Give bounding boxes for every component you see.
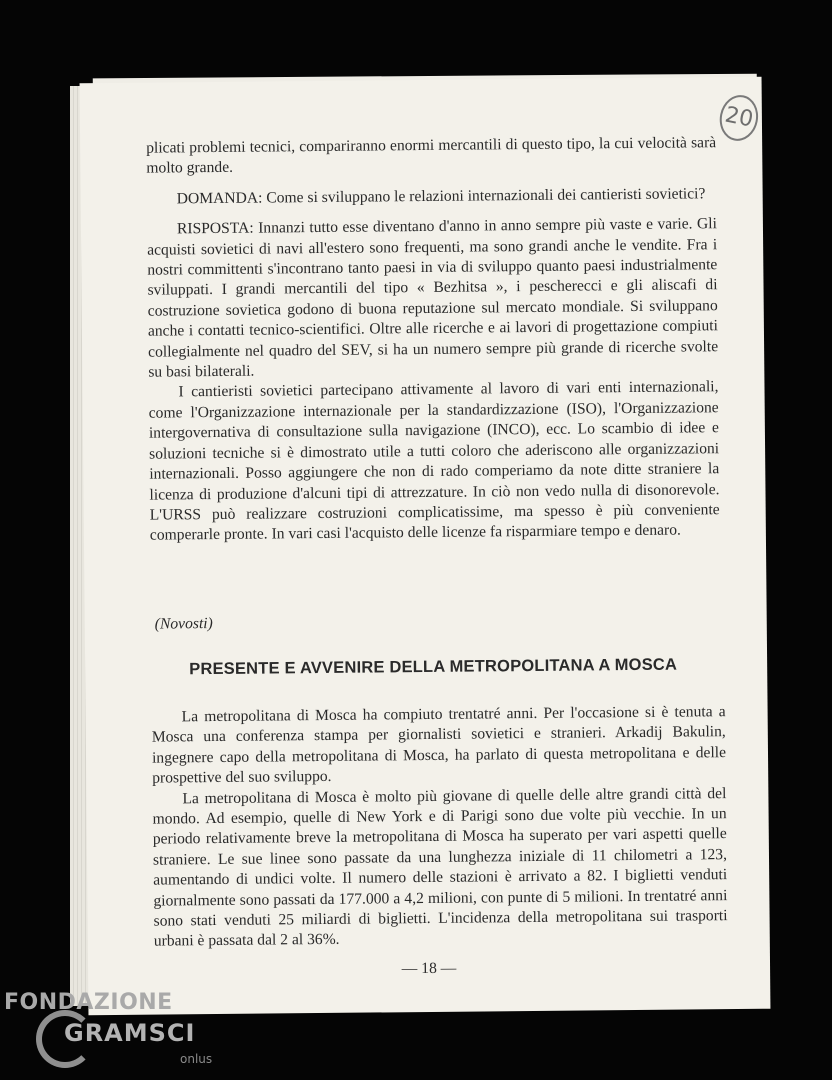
paragraph-continuation: plicati problemi tecnici, compariranno enormi mercantili di questo tipo, la cui velocità sarà molto grande. bbox=[146, 134, 717, 178]
page-number: — 18 — bbox=[401, 959, 457, 978]
paragraph-answer-continued: I cantieristi sovietici partecipano attivamente al lavoro di vari enti internazionali, come l'Organizzazione internazionale per la standardizzazione (ISO), l'Organizzazione intergovernativa di consultazione sulla navigazione (INCO), ecc. Lo scambio di idee e soluzioni tecniche si è dimostrato utile a tutti coloro che aderiscono alle organizzazioni internazionali. Posso aggiungere che non di rado comperiamo da note ditte straniere la licenza di produzione d'alcuni tipi di attrezzature. In ciò non vedo nulla di disonorevole. L'URSS può realizzare costruzioni complicatissime, ma spesso è più conveniente comperarle pronte. In vari casi l'acquisto delle licenze fa risparmiare tempo e denaro. bbox=[148, 378, 720, 544]
logo-line-1: FONDAZIONE bbox=[4, 990, 173, 1015]
paragraph-question: DOMANDA: Come si sviluppano le relazioni internazionali dei cantieristi sovietici? bbox=[176, 185, 706, 208]
handwritten-page-mark: 20 bbox=[716, 92, 762, 145]
paragraph-answer: RISPOSTA: Innanzi tutto esse diventano d'anno in anno sempre più vaste e varie. Gli acquisti sovietici di navi all'estero sono frequenti, ma sono grandi anche le vendite. Fra i nostri committenti s'incontrano tanto paesi in via di sviluppo quanto paesi industrialmente sviluppati. I grandi mercantili del tipo « Bezhitsa », i pescherecci e gli aliscafi di costruzione sovietica godono di buona reputazione sul mercato mondiale. Si sviluppano anche i contatti tecnico-scientifici. Oltre alle ricerche e ai lavori di progettazione compiuti collegialmente nel quadro del SEV, si ha un numero sempre più grande di ricerche svolte su basi bilaterali. bbox=[147, 215, 719, 381]
source-signature: (Novosti) bbox=[154, 615, 213, 633]
logo-line-3: onlus bbox=[180, 1052, 213, 1066]
logo-line-2: GRAMSCI bbox=[64, 1019, 196, 1047]
document-page bbox=[80, 77, 771, 1016]
paragraph-metro-stats: La metropolitana di Mosca è molto più giovane di quelle delle altre grandi città del mondo. Ad esempio, quelle di New York e di Parigi sono due volte più vecchie. In un periodo relativamente breve la metropolitana di Mosca ha superato per vari aspetti quelle straniere. Le sue linee sono passate da una lunghezza iniziale di 11 chilometri a 123, aumentando di undici volte. Il numero delle stazioni è arrivato a 82. I biglietti venduti giornalmente sono passati da 177.000 a 4,2 milioni, con punte di 5 milioni. In trentatré anni sono stati venduti 25 miliardi di biglietti. L'incidenza della metropolitana sui trasporti urbani è passata dal 2 al 36%. bbox=[152, 784, 728, 951]
text-block-top bbox=[146, 133, 720, 546]
section-title: PRESENTE E AVVENIRE DELLA METROPOLITANA A MOSCA bbox=[189, 655, 678, 679]
paragraph-metro-intro: La metropolitana di Mosca ha compiuto trentatré anni. Per l'occasione si è tenuta a Mosca una conferenza stampa per giornalisti sovietici e stranieri. Arkadij Bakulin, ingegnere capo della metropolitana di Mosca, ha parlato di questa metropolitana e delle prospettive del suo sviluppo. bbox=[151, 703, 727, 787]
watermark-logo bbox=[4, 986, 224, 1076]
text-block-bottom bbox=[152, 702, 728, 952]
